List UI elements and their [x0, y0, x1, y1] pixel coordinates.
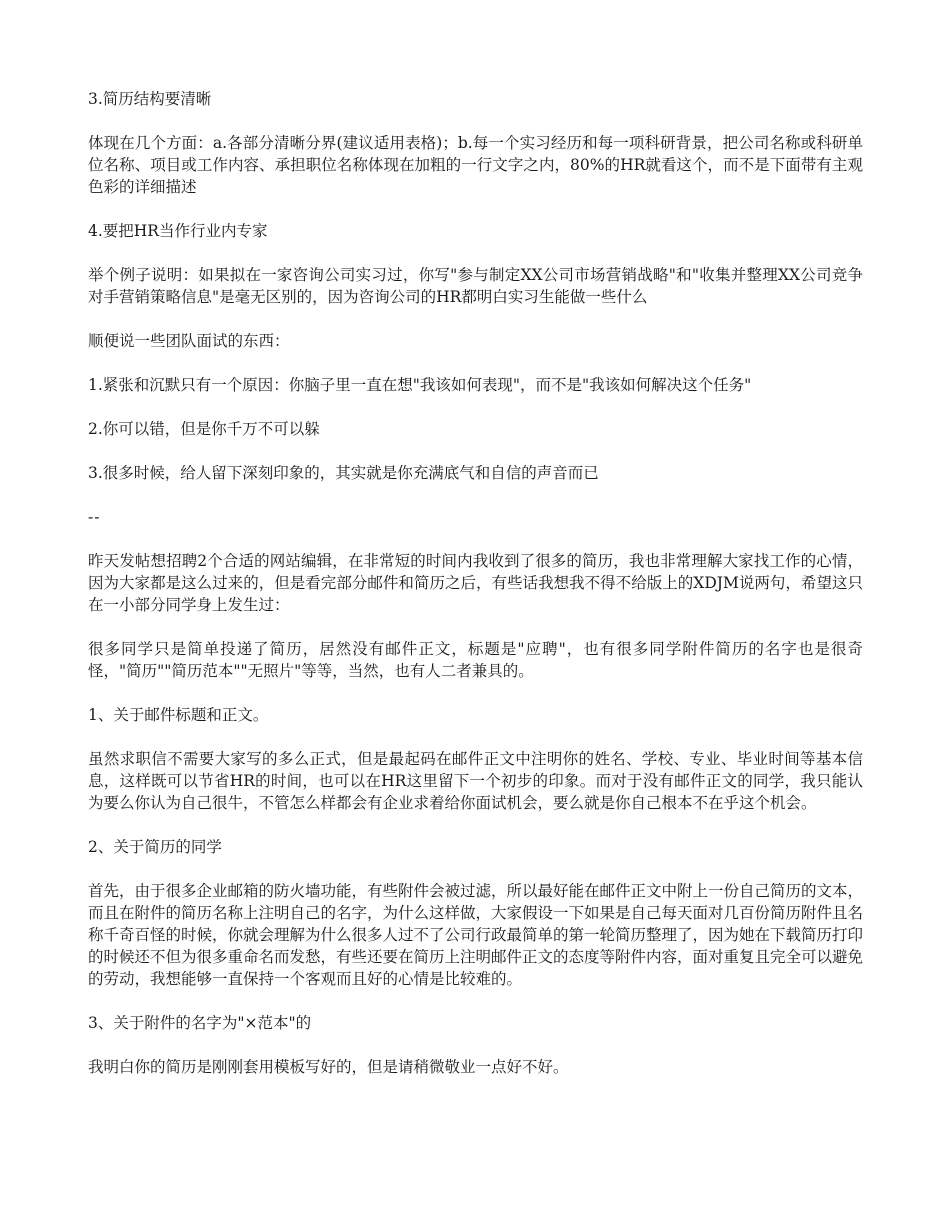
section-heading: 1、关于邮件标题和正文。	[88, 706, 269, 724]
section-heading: 2、关于简历的同学	[88, 838, 222, 856]
paragraph: 首先，由于很多企业邮箱的防火墙功能，有些附件会被过滤，所以最好能在邮件正文中附上一份自己简历的文本，而且在附件的简历名称上注明自己的名字，为什么这样做，大家假设一下如果是自己每天面对几百份简历附件且名称千奇百怪的时候，你就会理解为什么很多人过不了公司行政最简单的第一轮简历整理了，因为她在下载简历打印的时候还不但为很多重命名而发愁，有些还要在简历上注明邮件正文的态度等附件内容，面对重复且完全可以避免的劳动，我想能够一直保持一个客观而且好的心情是比较难的。	[88, 882, 864, 988]
section-heading: 3、关于附件的名字为"×范本"的	[88, 1014, 312, 1032]
list-item: 2.你可以错，但是你千万不可以躲	[88, 420, 320, 438]
text-divider: --	[88, 508, 101, 526]
list-item: 1.紧张和沉默只有一个原因：你脑子里一直在想"我该如何表现"，而不是"我该如何解决这个任务"	[88, 376, 752, 394]
section-heading: 3.简历结构要清晰	[88, 90, 212, 108]
paragraph: 虽然求职信不需要大家写的多么正式，但是最起码在邮件正文中注明你的姓名、学校、专业、毕业时间等基本信息，这样既可以节省HR的时间，也可以在HR这里留下一个初步的印象。而对于没有邮件正文的同学，我只能认为要么你认为自己很牛，不管怎么样都会有企业求着给你面试机会，要么就是你自己根本不在乎这个机会。	[88, 750, 863, 812]
paragraph: 我明白你的简历是刚刚套用模板写好的，但是请稍微敬业一点好不好。	[88, 1058, 569, 1076]
paragraph: 顺便说一些团队面试的东西：	[88, 332, 290, 350]
paragraph: 昨天发帖想招聘2个合适的网站编辑，在非常短的时间内我收到了很多的简历，我也非常理解大家找工作的心情，因为大家都是这么过来的，但是看完部分邮件和简历之后，有些话我想我不得不给版上的XDJM说两句，希望这只在一小部分同学身上发生过：	[88, 552, 863, 614]
list-item: 3.很多时候，给人留下深刻印象的，其实就是你充满底气和自信的声音而已	[88, 464, 599, 482]
section-heading: 4.要把HR当作行业内专家	[88, 222, 268, 240]
document-body	[88, 88, 863, 1100]
paragraph: 举个例子说明：如果拟在一家咨询公司实习过，你写"参与制定XX公司市场营销战略"和"收集并整理XX公司竞争对手营销策略信息"是毫无区别的，因为咨询公司的HR都明白实习生能做一些什么	[88, 266, 863, 306]
paragraph: 很多同学只是简单投递了简历，居然没有邮件正文，标题是"应聘"，也有很多同学附件简历的名字也是很奇怪，"简历""简历范本""无照片"等等，当然，也有人二者兼具的。	[88, 640, 863, 680]
paragraph: 体现在几个方面：a.各部分清晰分界(建议适用表格)；b.每一个实习经历和每一项科研背景，把公司名称或科研单位名称、项目或工作内容、承担职位名称体现在加粗的一行文字之内，80%的HR就看这个，而不是下面带有主观色彩的详细描述	[88, 134, 863, 196]
